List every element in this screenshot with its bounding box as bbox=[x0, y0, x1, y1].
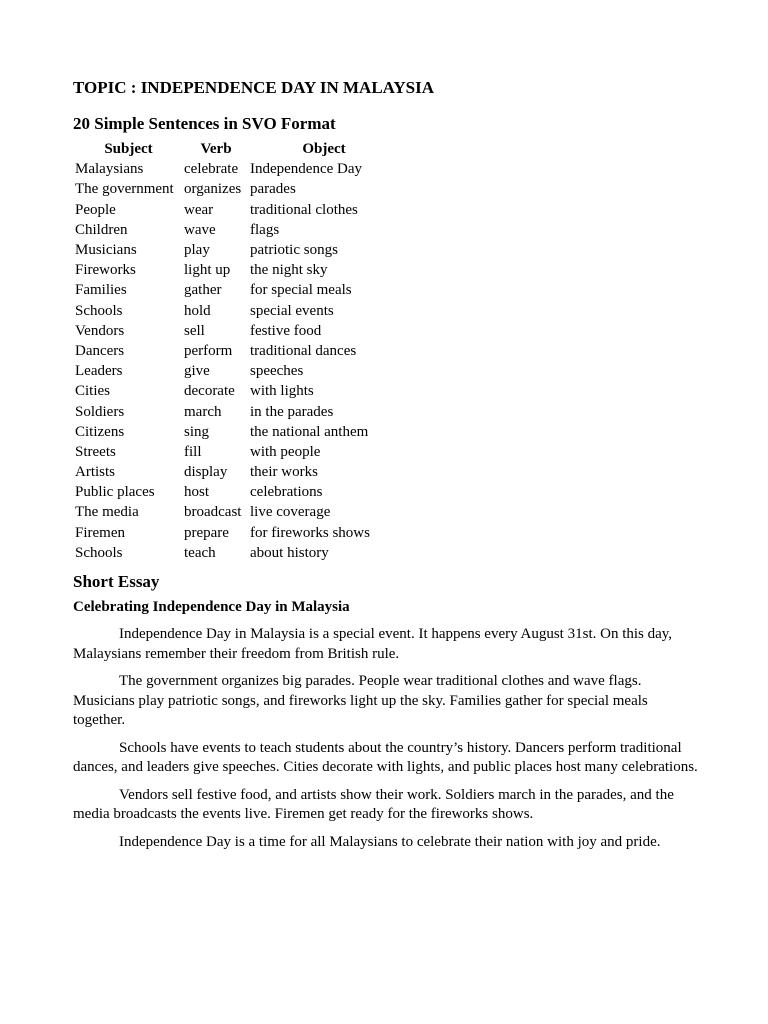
cell-verb: perform bbox=[184, 342, 233, 359]
cell-subject: Schools bbox=[75, 544, 123, 561]
cell-object: live coverage bbox=[250, 504, 331, 521]
table-row bbox=[73, 179, 398, 199]
cell-subject: Citizens bbox=[75, 423, 125, 440]
table-row bbox=[73, 260, 398, 280]
cell-object: speeches bbox=[250, 363, 304, 380]
cell-verb: give bbox=[184, 363, 210, 380]
essay-heading: Short Essay bbox=[73, 572, 160, 591]
cell-subject: Vendors bbox=[75, 322, 125, 339]
cell-object: with people bbox=[250, 443, 321, 460]
cell-verb: broadcast bbox=[184, 504, 242, 521]
cell-subject: People bbox=[75, 201, 116, 218]
cell-verb: hold bbox=[184, 302, 211, 319]
cell-verb: decorate bbox=[184, 383, 235, 400]
cell-object: with lights bbox=[250, 383, 314, 400]
cell-object: festive food bbox=[250, 322, 322, 339]
cell-subject: Schools bbox=[75, 302, 123, 319]
cell-object: traditional clothes bbox=[250, 201, 358, 218]
cell-verb: wear bbox=[184, 201, 214, 218]
cell-subject: Artists bbox=[75, 464, 116, 481]
cell-object: about history bbox=[250, 544, 329, 561]
header-object: Object bbox=[302, 141, 346, 158]
cell-subject: Families bbox=[75, 282, 127, 299]
cell-subject: Firemen bbox=[75, 524, 125, 541]
table-row bbox=[73, 341, 398, 361]
cell-subject: Soldiers bbox=[75, 403, 125, 420]
cell-object: special events bbox=[250, 302, 334, 319]
table-row bbox=[73, 321, 398, 341]
cell-object: flags bbox=[250, 221, 280, 238]
cell-verb: play bbox=[184, 242, 210, 259]
cell-subject: Dancers bbox=[75, 342, 125, 359]
cell-object: their works bbox=[250, 464, 318, 481]
table-row bbox=[73, 442, 398, 462]
cell-verb: light up bbox=[184, 262, 231, 279]
header-verb: Verb bbox=[200, 141, 232, 158]
cell-object: the night sky bbox=[250, 262, 328, 279]
essay-paragraph: Vendors sell festive food, and artists show their work. Soldiers march in the parades, and the media broadcasts the events live. Firemen get ready for the fireworks shows. bbox=[73, 786, 674, 822]
cell-object: for special meals bbox=[250, 282, 352, 299]
cell-object: patriotic songs bbox=[250, 242, 338, 259]
table-row bbox=[73, 280, 398, 300]
table-row bbox=[73, 462, 398, 482]
cell-subject: Leaders bbox=[75, 363, 123, 380]
cell-object: in the parades bbox=[250, 403, 334, 420]
cell-subject: Cities bbox=[75, 383, 111, 400]
cell-verb: march bbox=[184, 403, 222, 420]
cell-verb: celebrate bbox=[184, 161, 239, 178]
cell-subject: Public places bbox=[75, 484, 155, 501]
cell-verb: prepare bbox=[184, 524, 229, 541]
table-row bbox=[73, 502, 398, 522]
table-row bbox=[73, 482, 398, 502]
cell-subject: Musicians bbox=[75, 242, 137, 259]
cell-object: for fireworks shows bbox=[250, 524, 370, 541]
cell-subject: Streets bbox=[75, 443, 116, 460]
essay-title: Celebrating Independence Day in Malaysia bbox=[73, 599, 350, 615]
cell-verb: sell bbox=[184, 322, 205, 339]
cell-verb: display bbox=[184, 464, 228, 481]
cell-object: traditional dances bbox=[250, 342, 357, 359]
cell-object: Independence Day bbox=[250, 161, 363, 178]
essay-paragraph: The government organizes big parades. People wear traditional clothes and wave flags. Musicians play patriotic songs, and fireworks light up the sky. Families gather for special meals together. bbox=[73, 673, 648, 728]
table-row bbox=[73, 220, 398, 240]
cell-object: parades bbox=[250, 181, 296, 198]
cell-subject: Children bbox=[75, 221, 128, 238]
cell-subject: The government bbox=[75, 181, 174, 198]
cell-subject: Fireworks bbox=[75, 262, 136, 279]
table-row bbox=[73, 240, 398, 260]
cell-verb: teach bbox=[184, 544, 216, 561]
table-row bbox=[73, 543, 398, 563]
cell-verb: wave bbox=[184, 221, 216, 238]
cell-verb: host bbox=[184, 484, 210, 501]
table-row bbox=[73, 381, 398, 401]
table-row bbox=[73, 301, 398, 321]
cell-subject: The media bbox=[75, 504, 139, 521]
cell-object: the national anthem bbox=[250, 423, 369, 440]
essay-paragraph: Independence Day in Malaysia is a special event. It happens every August 31st. On this day, Malaysians remember their freedom from British rule. bbox=[73, 626, 673, 662]
table-row bbox=[73, 523, 398, 543]
table-row bbox=[73, 422, 398, 442]
table-body bbox=[73, 159, 398, 563]
cell-verb: fill bbox=[184, 443, 202, 460]
svo-table bbox=[73, 139, 398, 563]
cell-object: celebrations bbox=[250, 484, 323, 501]
table-title: 20 Simple Sentences in SVO Format bbox=[73, 114, 336, 133]
essay-paragraph: Independence Day is a time for all Malaysians to celebrate their nation with joy and pride. bbox=[119, 833, 661, 850]
table-row bbox=[73, 200, 398, 220]
cell-verb: gather bbox=[184, 282, 222, 299]
essay-body bbox=[73, 625, 698, 860]
topic-heading: TOPIC : INDEPENDENCE DAY IN MALAYSIA bbox=[73, 78, 434, 97]
cell-subject: Malaysians bbox=[75, 161, 144, 178]
header-subject: Subject bbox=[104, 141, 153, 158]
essay-paragraph: Schools have events to teach students about the country’s history. Dancers perform traditional dances, and leaders give speeches. Cities decorate with lights, and public places host many celebrations. bbox=[73, 739, 698, 775]
table-row bbox=[73, 361, 398, 381]
cell-verb: sing bbox=[184, 423, 210, 440]
table-row bbox=[73, 159, 398, 179]
table-row bbox=[73, 401, 398, 421]
table-header-row bbox=[73, 139, 398, 159]
cell-verb: organizes bbox=[184, 181, 242, 198]
